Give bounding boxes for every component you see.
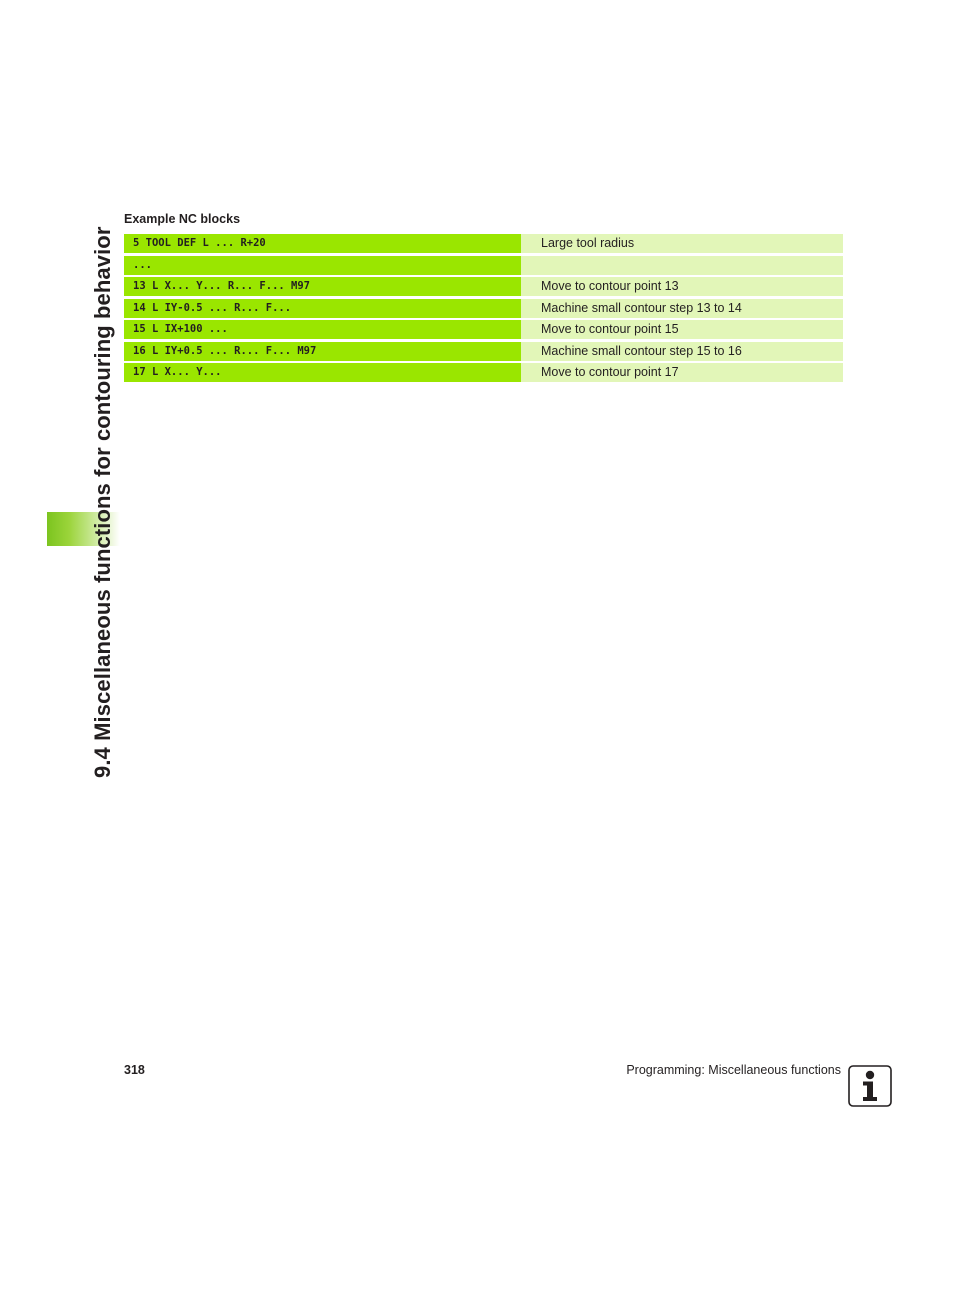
nc-code-cell: 15 L IX+100 ... — [124, 320, 521, 339]
nc-code-cell: 16 L IY+0.5 ... R... F... M97 — [124, 342, 521, 361]
table-row — [124, 363, 843, 382]
nc-description-cell: Move to contour point 17 — [521, 363, 843, 382]
nc-description-cell: Move to contour point 15 — [521, 320, 843, 339]
nc-description-cell: Machine small contour step 15 to 16 — [521, 342, 843, 361]
nc-code-cell: 17 L X... Y... — [124, 363, 521, 382]
table-row — [124, 320, 843, 339]
footer-title: Programming: Miscellaneous functions — [626, 1063, 841, 1077]
table-row — [124, 277, 843, 296]
nc-code-cell: 13 L X... Y... R... F... M97 — [124, 277, 521, 296]
table-row — [124, 256, 843, 275]
section-title: Example NC blocks — [124, 212, 241, 226]
table-row — [124, 299, 843, 318]
info-icon — [848, 1065, 892, 1107]
chapter-heading: 9.4 Miscellaneous functions for contouring behavior — [90, 226, 115, 778]
table-row — [124, 342, 843, 361]
nc-code-cell: 5 TOOL DEF L ... R+20 — [124, 234, 521, 253]
table-row — [124, 234, 843, 253]
nc-description-cell: Large tool radius — [521, 234, 843, 253]
nc-description-cell: Machine small contour step 13 to 14 — [521, 299, 843, 318]
nc-description-cell — [521, 256, 843, 275]
nc-description-cell: Move to contour point 13 — [521, 277, 843, 296]
nc-code-cell: 14 L IY-0.5 ... R... F... — [124, 299, 521, 318]
page-number: 318 — [124, 1063, 145, 1077]
nc-blocks-table — [124, 234, 843, 385]
nc-code-cell: ... — [124, 256, 521, 275]
